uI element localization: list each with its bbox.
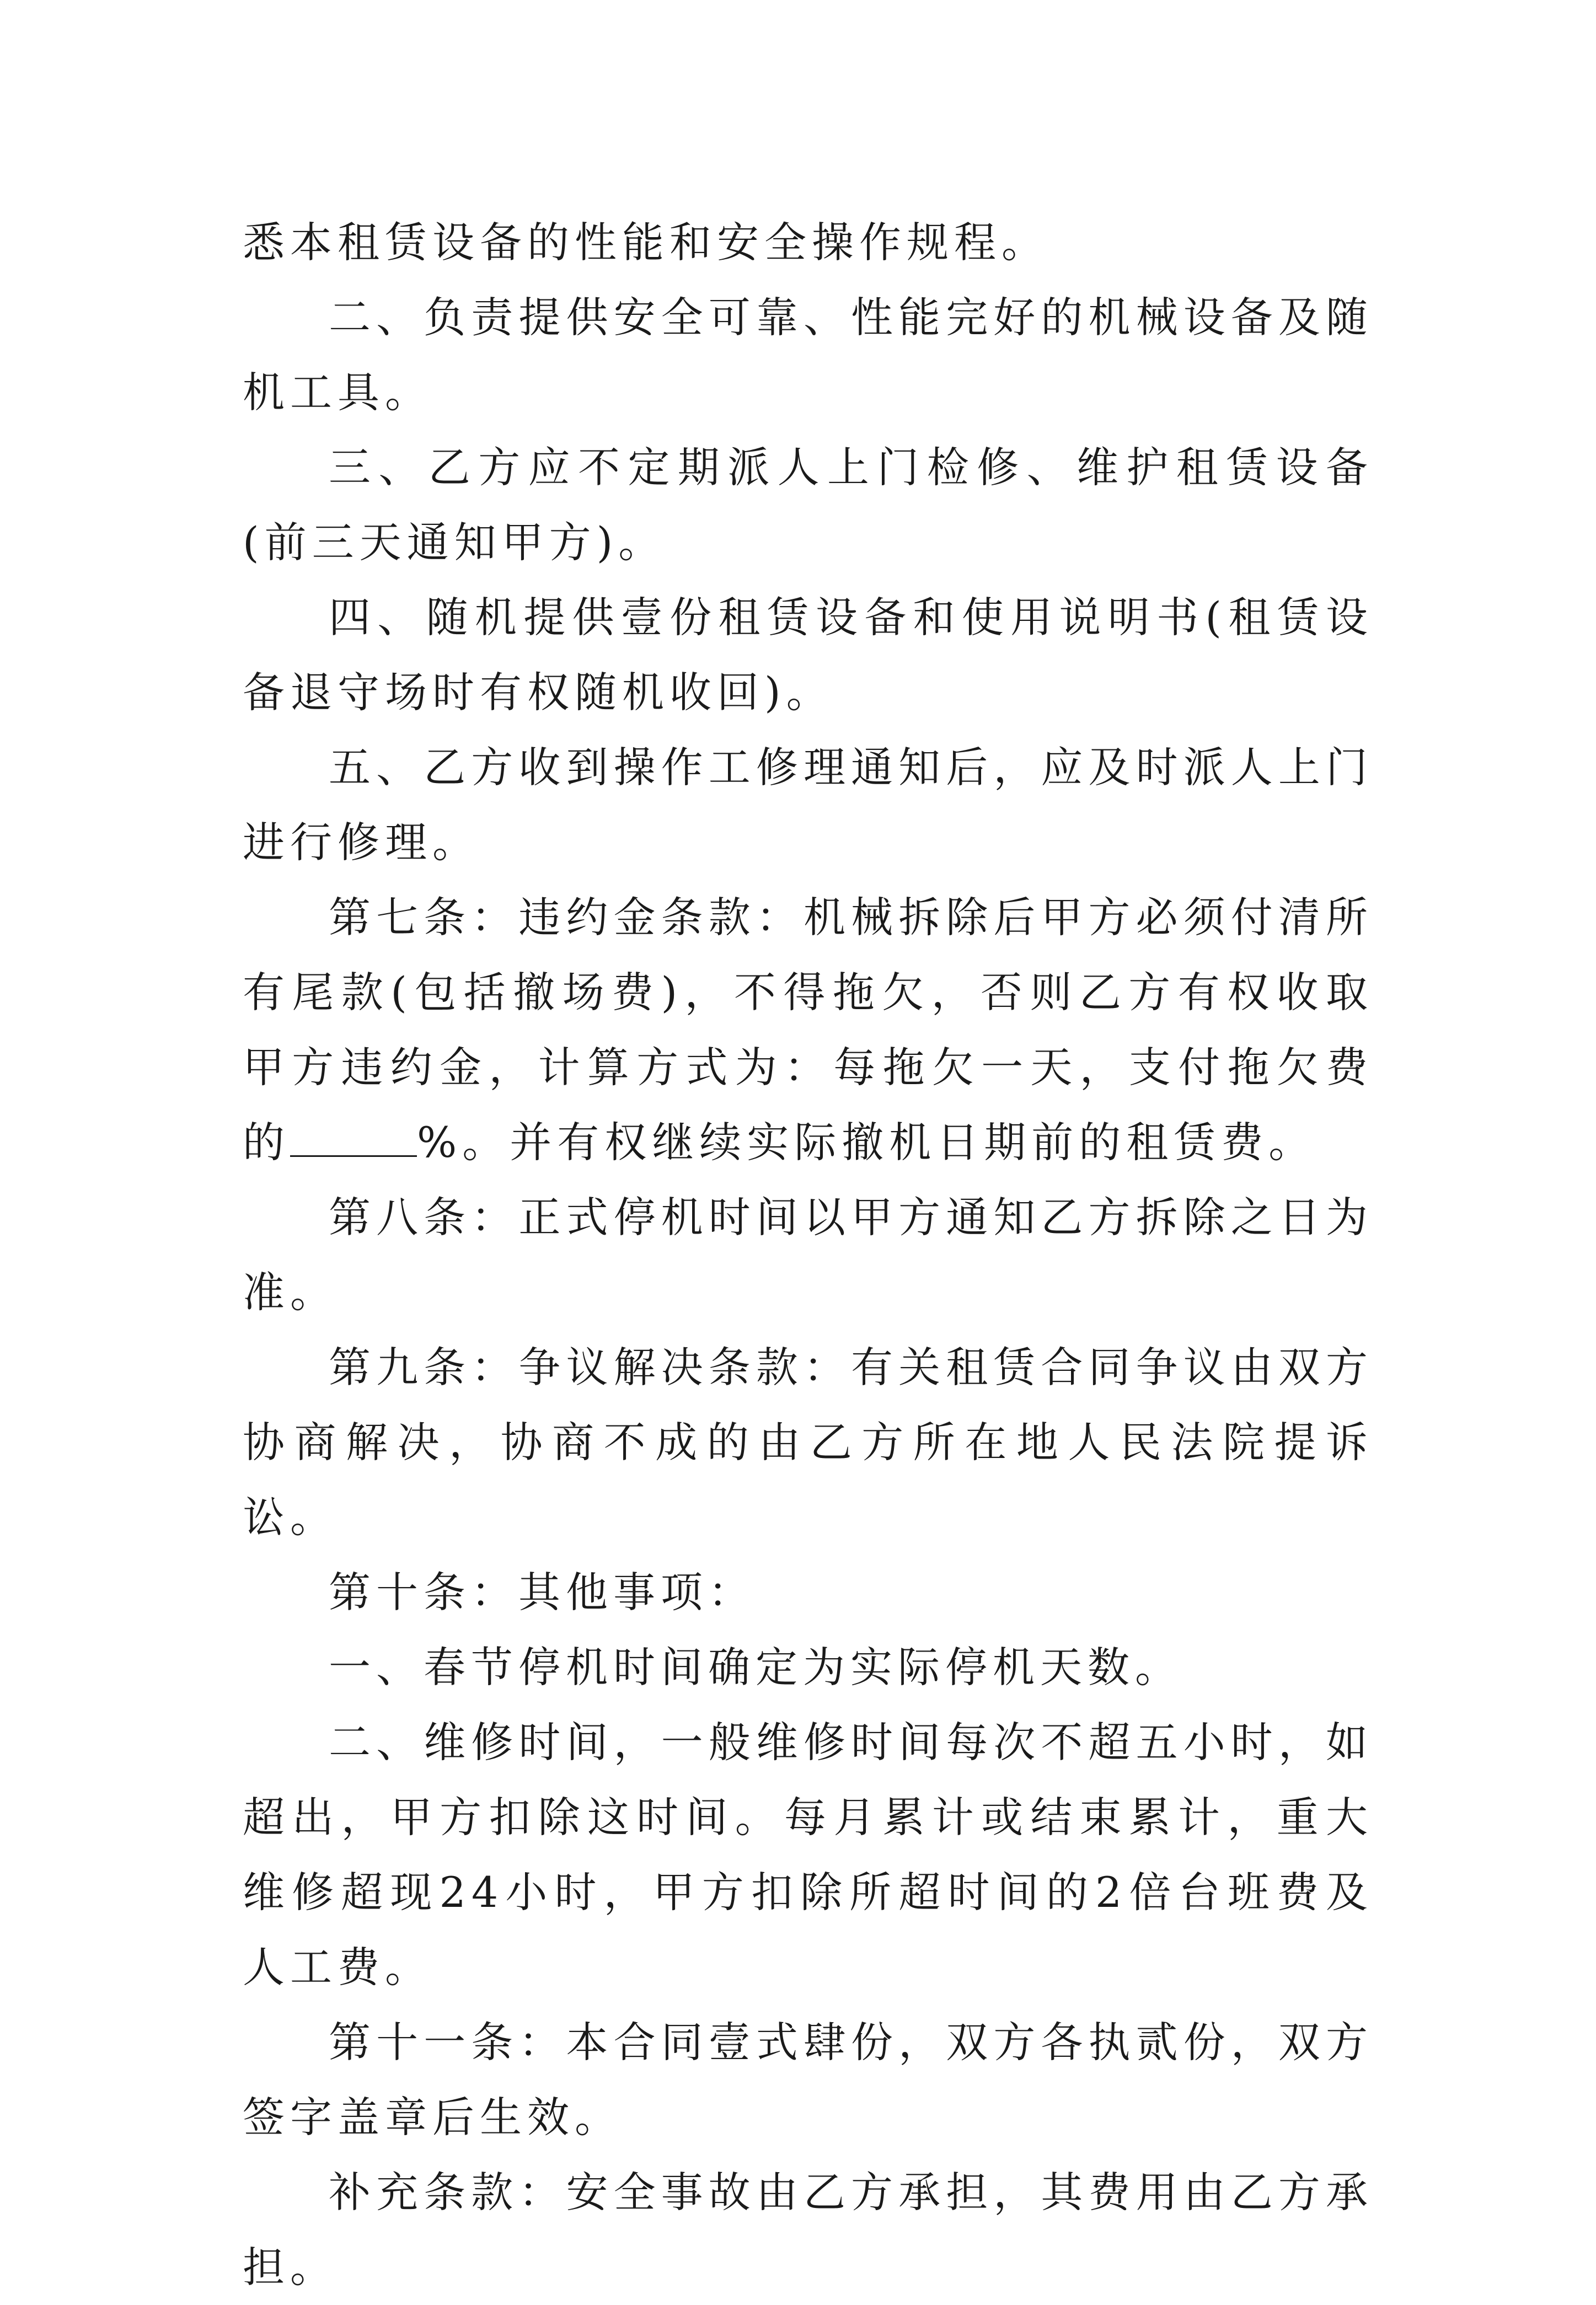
supplementary-clause: 补充条款：安全事故由乙方承担，其费用由乙方承担。: [243, 2168, 1373, 2292]
article-7-penalty: [243, 880, 1373, 1180]
paragraph-item-5: 五、乙方收到操作工修理通知后，应及时派人上门进行修理。: [243, 743, 1373, 867]
article-10-heading: 第十条：其他事项：: [329, 1568, 756, 1617]
article-9-disputes: 第九条：争议解决条款：有关租赁合同争议由双方协商解决，协商不成的由乙方所在地人民法院提诉讼。: [243, 1343, 1373, 1542]
paragraph-item-2: 二、负责提供安全可靠、性能完好的机械设备及随机工具。: [243, 293, 1373, 417]
article-7-text-part1: 第七条：违约金条款：机械拆除后甲方必须付清所有尾款(包括撤场费)，不得拖欠，否则乙方有权收取甲方违约金，计算方式为：每拖欠一天，支付拖欠费的: [243, 893, 1373, 1167]
article-11-copies: 第十一条：本合同壹式肆份，双方各执贰份，双方签字盖章后生效。: [243, 2018, 1373, 2142]
article-10-item-2: 二、维修时间，一般维修时间每次不超五小时，如超出，甲方扣除这时间。每月累计或结束累计，重大维修超现24小时，甲方扣除所超时间的2倍台班费及人工费。: [243, 1718, 1373, 1992]
paragraph-continuation: 悉本租赁设备的性能和安全操作规程。: [243, 218, 1049, 267]
paragraph-item-3: 三、乙方应不定期派人上门检修、维护租赁设备(前三天通知甲方)。: [243, 443, 1373, 567]
article-8-stop-time: 第八条：正式停机时间以甲方通知乙方拆除之日为准。: [243, 1193, 1373, 1317]
penalty-rate-blank: [290, 1122, 417, 1157]
article-10-item-1: 一、春节停机时间确定为实际停机天数。: [329, 1643, 1182, 1692]
paragraph-item-4: 四、随机提供壹份租赁设备和使用说明书(租赁设备退守场时有权随机收回)。: [243, 593, 1373, 717]
article-7-text-part2: %。并有权继续实际撤机日期前的租赁费。: [417, 1118, 1316, 1167]
contract-body: [243, 205, 1373, 2305]
